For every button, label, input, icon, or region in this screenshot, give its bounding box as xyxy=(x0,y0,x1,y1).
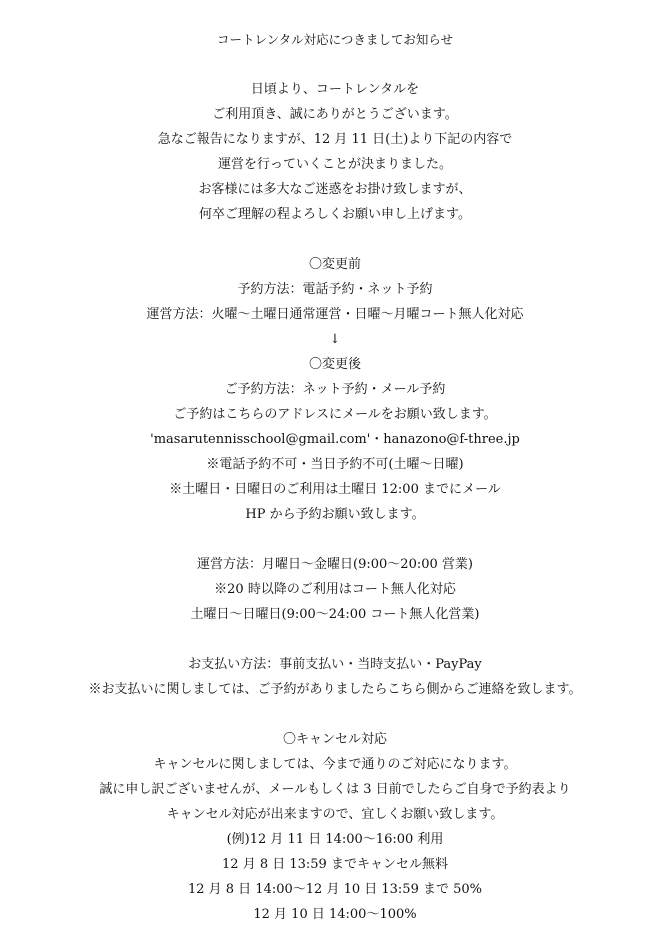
hp-note: HP から予約お願い致します。 xyxy=(245,507,425,522)
after-heading: 〇変更後 xyxy=(308,357,361,372)
intro-line: お客様には多大なご迷惑をお掛け致しますが、 xyxy=(198,182,472,197)
payment-methods: お支払い方法：事前支払い・当時支払い・PayPay xyxy=(188,657,482,672)
before-heading: 〇変更前 xyxy=(308,257,361,272)
weekend-hours: 土曜日～日曜日(9:00～24:00 コート無人化営業) xyxy=(190,607,480,622)
after-reservation: ご予約方法：ネット予約・メール予約 xyxy=(224,382,446,397)
cancel-100-percent: 12 月 10 日 14:00～100% xyxy=(253,907,417,922)
cancel-line: キャンセル対応が出来ますので、宜しくお願い致します。 xyxy=(166,807,504,822)
cancel-line: 誠に申し訳ございませんが、メールもしくは 3 日前でしたらご自身で予約表より xyxy=(99,782,571,797)
weekday-hours: 運営方法：月曜日～金曜日(9:00～20:00 営業) xyxy=(197,557,473,572)
notice-title: コートレンタル対応につきましてお知らせ xyxy=(216,32,454,47)
weekend-note: ※土曜日・日曜日のご利用は土曜日 12:00 までにメール xyxy=(169,482,501,497)
intro-line: 日頃より、コートレンタルを xyxy=(250,82,420,97)
intro-line: 運営を行っていくことが決まりました。 xyxy=(217,157,452,172)
cancel-heading: 〇キャンセル対応 xyxy=(282,732,387,747)
cancel-line: キャンセルに関しましては、今まで通りのご対応になります。 xyxy=(153,757,517,772)
after20-note: ※20 時以降のご利用はコート無人化対応 xyxy=(214,582,456,597)
before-operation: 運営方法：火曜～土曜日通常運営・日曜～月曜コート無人化対応 xyxy=(146,307,524,322)
intro-line: ご利用頂き、誠にありがとうございます。 xyxy=(212,107,458,122)
before-reservation: 予約方法：電話予約・ネット予約 xyxy=(237,282,433,297)
cancel-free-deadline: 12 月 8 日 13:59 までキャンセル無料 xyxy=(222,857,448,872)
address-note: ご予約はこちらのアドレスにメールをお願い致します。 xyxy=(173,407,497,422)
down-arrow: ↓ xyxy=(329,332,341,347)
intro-line: 急なご報告になりますが、12 月 11 日(土)より下記の内容で xyxy=(157,132,513,147)
email-addresses: 'masarutennisschool@gmail.com'・hanazono@f-three.jp xyxy=(150,432,520,447)
intro-line: 何卒ご理解の程よろしくお願い申し上げます。 xyxy=(199,207,471,222)
cancel-example: (例)12 月 11 日 14:00～16:00 利用 xyxy=(226,832,444,847)
phone-note: ※電話予約不可・当日予約不可(土曜～日曜) xyxy=(206,457,464,472)
cancel-50-percent: 12 月 8 日 14:00～12 月 10 日 13:59 まで 50% xyxy=(187,882,483,897)
payment-note: ※お支払いに関しましては、ご予約がありましたらこちら側からご連絡を致します。 xyxy=(88,682,582,697)
